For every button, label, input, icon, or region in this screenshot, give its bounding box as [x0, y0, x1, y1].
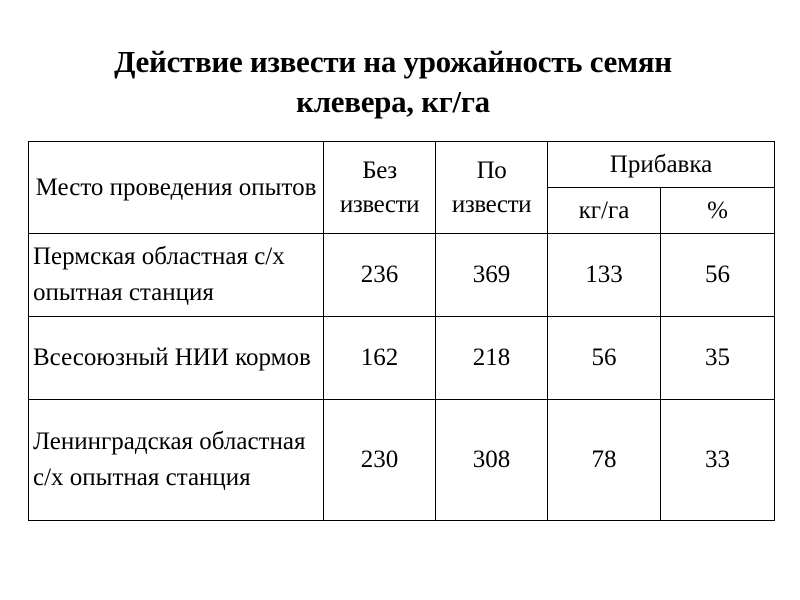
header-place: Место проведения опытов [29, 142, 324, 234]
cell-without-lime: 162 [324, 317, 436, 400]
header-without-lime: Без извести [324, 142, 436, 234]
cell-increase-kg: 78 [548, 400, 661, 521]
cell-place: Пермская областная с/х опытная станция [29, 234, 324, 317]
table-row [29, 234, 775, 317]
title-line-2: клевера, кг/га [296, 84, 490, 119]
table-row [29, 400, 775, 521]
cell-increase-pct: 35 [661, 317, 775, 400]
header-increase: Прибавка [548, 142, 775, 188]
cell-with-lime: 218 [436, 317, 548, 400]
cell-place: Всесоюзный НИИ кормов [29, 317, 324, 400]
cell-increase-pct: 33 [661, 400, 775, 521]
cell-increase-pct: 56 [661, 234, 775, 317]
cell-without-lime: 236 [324, 234, 436, 317]
header-row-1 [29, 142, 775, 188]
cell-increase-kg: 133 [548, 234, 661, 317]
page-title [0, 42, 786, 122]
cell-with-lime: 369 [436, 234, 548, 317]
header-increase-pct: % [661, 188, 775, 234]
cell-without-lime: 230 [324, 400, 436, 521]
cell-with-lime: 308 [436, 400, 548, 521]
title-line-1: Действие извести на урожайность семян [114, 44, 672, 79]
cell-place: Ленинградская областная с/х опытная станция [29, 400, 324, 521]
table-row [29, 317, 775, 400]
yield-table [28, 141, 775, 521]
cell-increase-kg: 56 [548, 317, 661, 400]
header-with-lime: По извести [436, 142, 548, 234]
header-increase-kg: кг/га [548, 188, 661, 234]
